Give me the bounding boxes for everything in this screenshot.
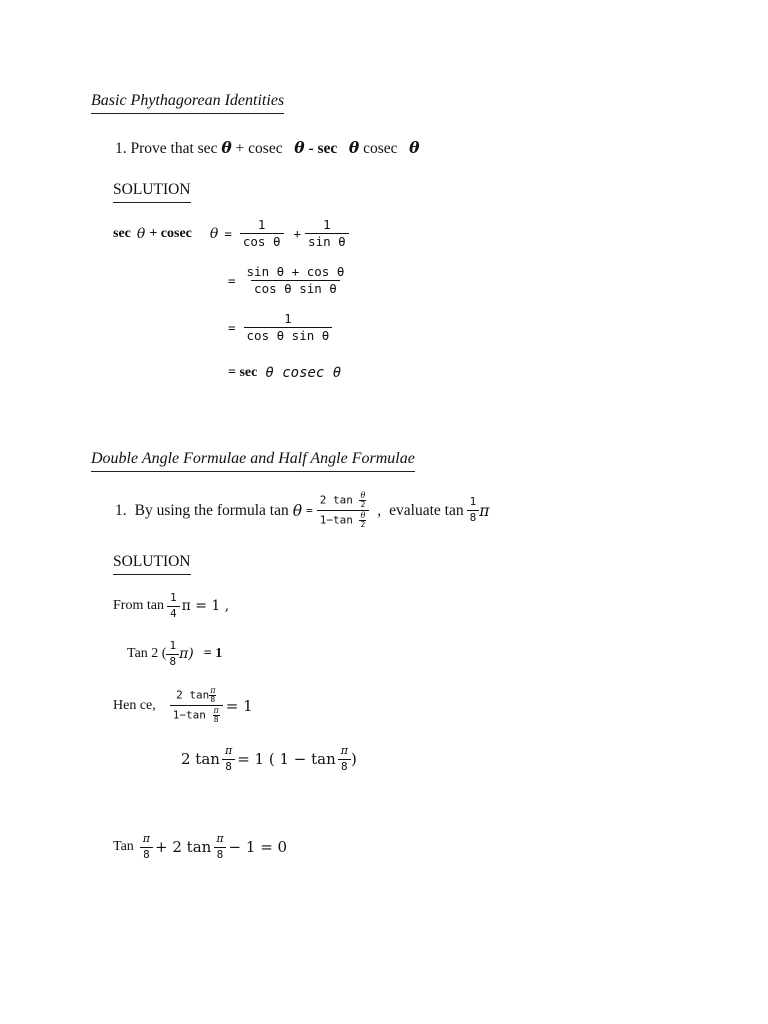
lhs-cosec: + cosec: [149, 225, 192, 241]
final-sec: = sec: [228, 365, 258, 380]
theta-symbol: θ: [348, 138, 360, 157]
solution-step-3: [228, 312, 332, 344]
question-text-b: evaluate tan: [389, 501, 464, 519]
question-1-formula: [115, 492, 489, 529]
comma: ,: [377, 501, 382, 519]
question-text-a: By using the formula tan: [134, 501, 289, 519]
fraction-sin-plus-cos: $\frac{\text{sin θ + cos θ}}{\text{cos θ sin θ}}$: [246, 264, 345, 297]
solution-line-hence: Hen ce, 2 tan $\frac{\pi}{8}$ 1−tan $\frac{\pi}{8}$ = 1: [113, 686, 253, 724]
tan-half-angle-formula: 2 tan $\frac{\theta}{2}$ 1−tan $\frac{\theta}{2}$: [317, 492, 370, 529]
equals-sign: =: [306, 504, 313, 517]
fraction-one-quarter: $\frac{1}{4}$: [167, 592, 180, 620]
theta-symbol: θ: [209, 225, 219, 242]
question-text-c: - sec: [308, 140, 338, 157]
fraction-one-over-sin: $\frac{1}{\text{sin θ}}$: [305, 218, 349, 250]
plus-sign: +: [293, 226, 302, 242]
question-text-b: + cosec: [235, 140, 283, 157]
solution-label-1: SOLUTION: [113, 181, 191, 203]
pi-over-eight: $\frac{\pi}{8}$: [213, 706, 219, 724]
question-1-prove: [115, 138, 420, 158]
solution-line-expand: 2 tan $\frac{\pi}{8}$ = 1 ( 1 − tan $\frac{\pi}{8}$ ): [181, 744, 357, 773]
section-heading-double-angle: Double Angle Formulae and Half Angle Formulae: [91, 450, 415, 472]
solution-line-quadratic: Tan $\frac{\pi}{8}$ + 2 tan $\frac{\pi}{8}$ − 1 = 0: [113, 832, 288, 861]
fraction-pi-over-eight: $\frac{\pi}{8}$: [213, 833, 226, 861]
solution-step-final: [228, 365, 341, 381]
question-number: 1.: [115, 501, 127, 519]
lhs-sec: sec: [113, 225, 131, 241]
theta-over-two: $\frac{\theta}{2}$: [360, 491, 366, 509]
theta-symbol: θ: [294, 138, 305, 157]
theta-symbol: θ: [221, 138, 232, 157]
fraction-pi-over-eight: $\frac{\pi}{8}$: [222, 745, 235, 773]
fraction-pi-over-eight: $\frac{\pi}{8}$: [140, 833, 153, 861]
fraction-one-eighth: $\frac{1}{8}$: [166, 640, 179, 668]
solution-line-from: From tan $\frac{1}{4}$ π = 1 ,: [113, 591, 230, 620]
fraction-one-over-cos-sin: $\frac{1}{\text{cos θ sin θ}}$: [244, 312, 333, 344]
theta-symbol: θ: [136, 225, 146, 242]
theta-over-two: $\frac{\theta}{2}$: [360, 511, 366, 529]
fraction-one-eighth: $\frac{1}{8}$: [467, 496, 480, 524]
equals-sign: =: [228, 273, 236, 289]
section-heading-pythagorean: Basic Phythagorean Identities: [91, 92, 284, 114]
theta-symbol: θ: [409, 138, 420, 157]
fraction-one-over-cos: $\frac{1}{\text{cos θ}}$: [240, 218, 284, 250]
question-text-a: Prove that sec: [130, 140, 218, 157]
equals-sign: =: [228, 320, 236, 336]
solution-line-tan2: Tan 2 ( $\frac{1}{8}$ π) = 1: [127, 639, 223, 668]
final-cosec: θ cosec θ: [265, 365, 342, 381]
equals-sign: =: [224, 226, 232, 242]
solution-label-2: SOLUTION: [113, 553, 191, 575]
theta-symbol: θ: [292, 501, 303, 520]
solution-step-2: [228, 265, 347, 297]
pi-over-eight: $\frac{\pi}{8}$: [210, 686, 216, 704]
fraction-pi-over-eight: $\frac{\pi}{8}$: [338, 745, 351, 773]
fraction-tan-pi-over-eight: 2 tan $\frac{\pi}{8}$ 1−tan $\frac{\pi}{8}$: [170, 687, 223, 724]
pi-symbol: π: [479, 501, 490, 520]
question-number: 1.: [115, 140, 127, 157]
solution-step-1: [113, 218, 349, 250]
question-text-d: cosec: [363, 140, 398, 157]
